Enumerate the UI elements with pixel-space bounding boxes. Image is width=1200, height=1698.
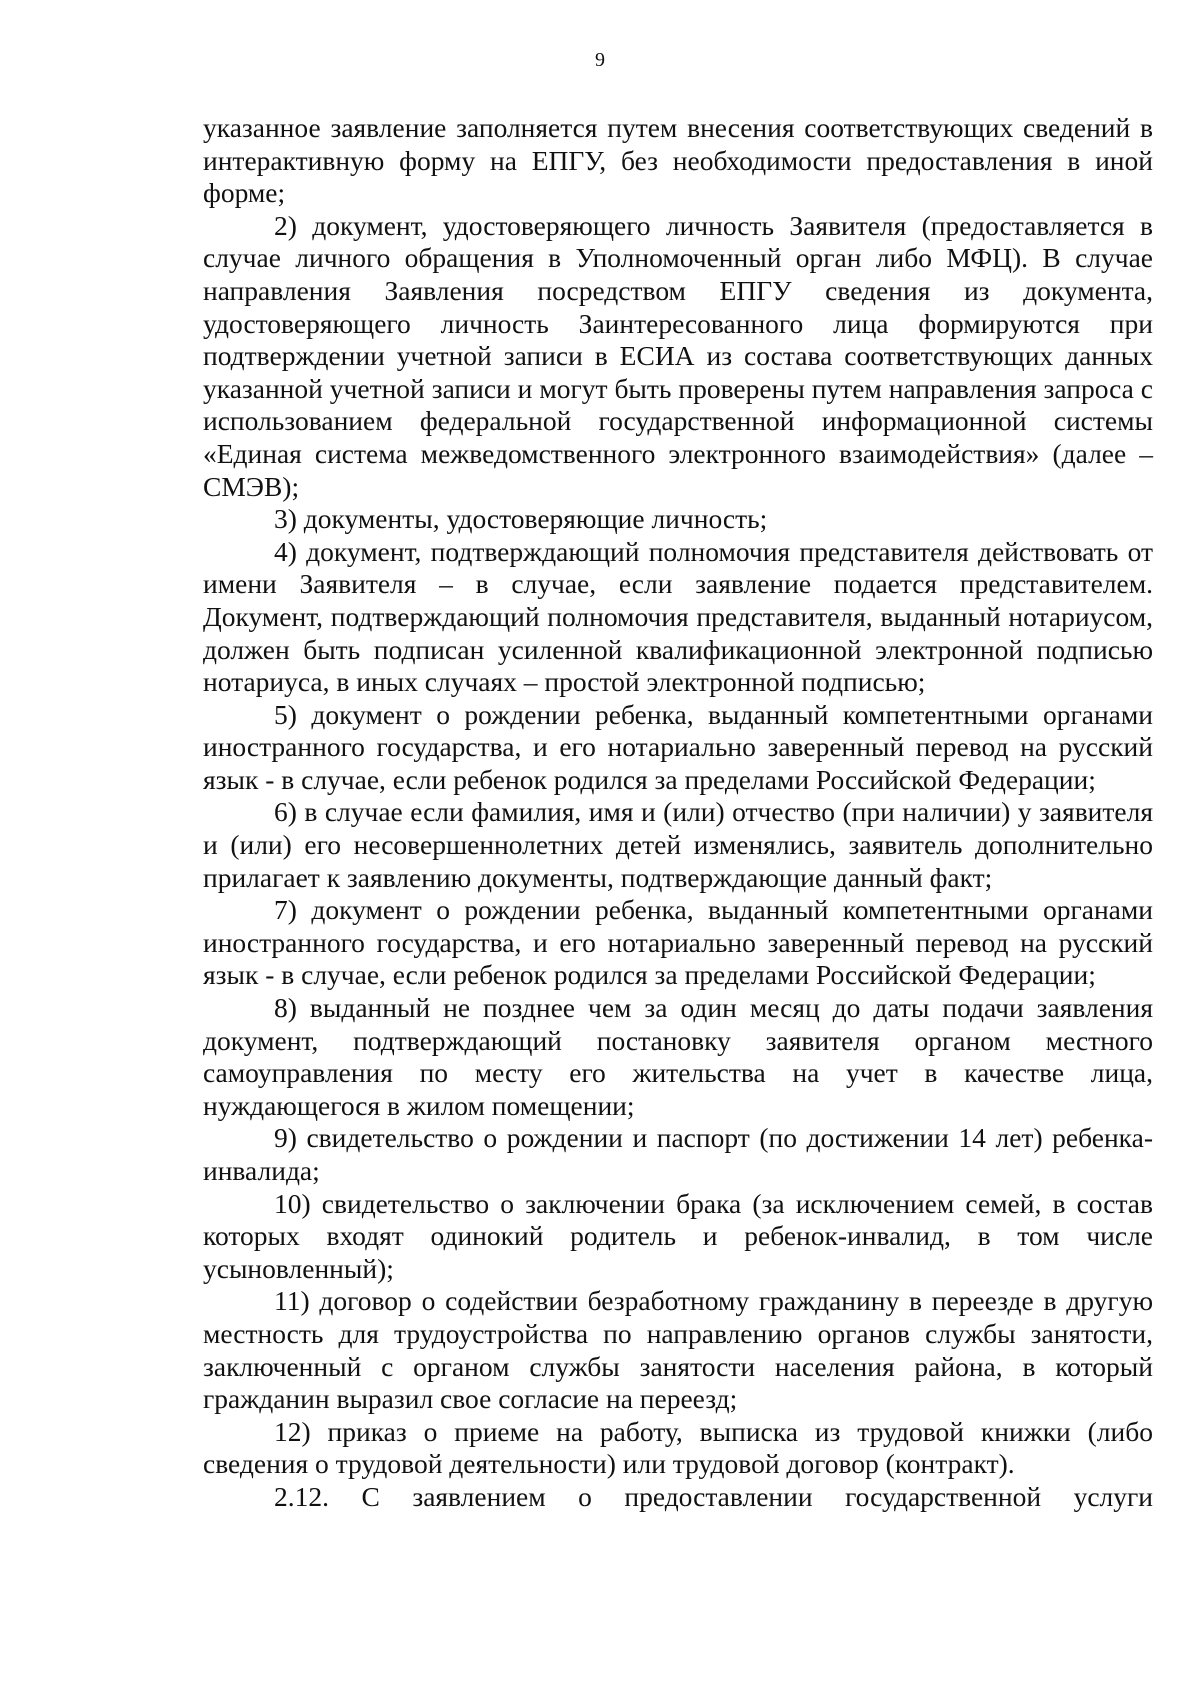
document-body xyxy=(203,112,1153,1514)
paragraph-item-4: 4) документ, подтверждающий полномочия представителя действовать от имени Заявителя – в случае, если заявление подается представителем. Документ, подтверждающий полномочия представителя, выданный нотариусом, должен быть подписан усиленной квалификационной электронной подписью нотариуса, в иных случаях – простой электронной подписью; xyxy=(203,535,1153,698)
paragraph-item-12: 12) приказ о приеме на работу, выписка из трудовой книжки (либо сведения о трудовой деятельности) или трудовой договор (контракт). xyxy=(203,1415,1153,1480)
paragraph-section-2-12: 2.12. С заявлением о предоставлении государственной услуги xyxy=(274,1480,1153,1512)
paragraph-item-11: 11) договор о содействии безработному гражданину в переезде в другую местность для трудоустройства по направлению органов службы занятости, заключенный с органом службы занятости населения района, в который гражданин выразил свое согласие на переезд; xyxy=(203,1285,1153,1415)
paragraph-item-5: 5) документ о рождении ребенка, выданный компетентными органами иностранного государства, и его нотариально заверенный перевод на русский язык - в случае, если ребенок родился за пределами Российской Федерации; xyxy=(203,698,1153,795)
paragraph-item-6: 6) в случае если фамилия, имя и (или) отчество (при наличии) у заявителя и (или) его несовершеннолетних детей изменялись, заявитель дополнительно прилагает к заявлению документы, подтверждающие данный факт; xyxy=(203,796,1153,893)
paragraph-item-10: 10) свидетельство о заключении брака (за исключением семей, в состав которых входят одинокий родитель и ребенок-инвалид, в том числе усыновленный); xyxy=(203,1187,1153,1284)
paragraph-item-8: 8) выданный не позднее чем за один месяц до даты подачи заявления документ, подтверждающий постановку заявителя органом местного самоуправления по месту его жительства на учет в качестве лица, нуждающегося в жилом помещении; xyxy=(203,992,1153,1121)
paragraph-item-7: 7) документ о рождении ребенка, выданный компетентными органами иностранного государства, и его нотариально заверенный перевод на русский язык - в случае, если ребенок родился за пределами Российской Федерации; xyxy=(203,894,1153,991)
paragraph-item-9: 9) свидетельство о рождении и паспорт (по достижении 14 лет) ребенка-инвалида; xyxy=(203,1122,1153,1186)
paragraph-item-2: 2) документ, удостоверяющего личность Заявителя (предоставляется в случае личного обращения в Уполномоченный орган либо МФЦ). В случае направления Заявления посредством ЕПГУ сведения из документа, удостоверяющего личность Заинтересованного лица формируются при подтверждении учетной записи в ЕСИА из состава соответствующих данных указанной учетной записи и могут быть проверены путем направления запроса с использованием федеральной государственной информационной системы «Единая система межведомственного электронного взаимодействия» (далее – СМЭВ); xyxy=(203,209,1153,502)
page-number: 9 xyxy=(595,49,605,71)
paragraph-item-3: 3) документы, удостоверяющие личность; xyxy=(274,503,768,535)
paragraph-intro-continuation: указанное заявление заполняется путем внесения соответствующих сведений в интерактивную форму на ЕПГУ, без необходимости предоставления в иной форме; xyxy=(203,112,1153,209)
